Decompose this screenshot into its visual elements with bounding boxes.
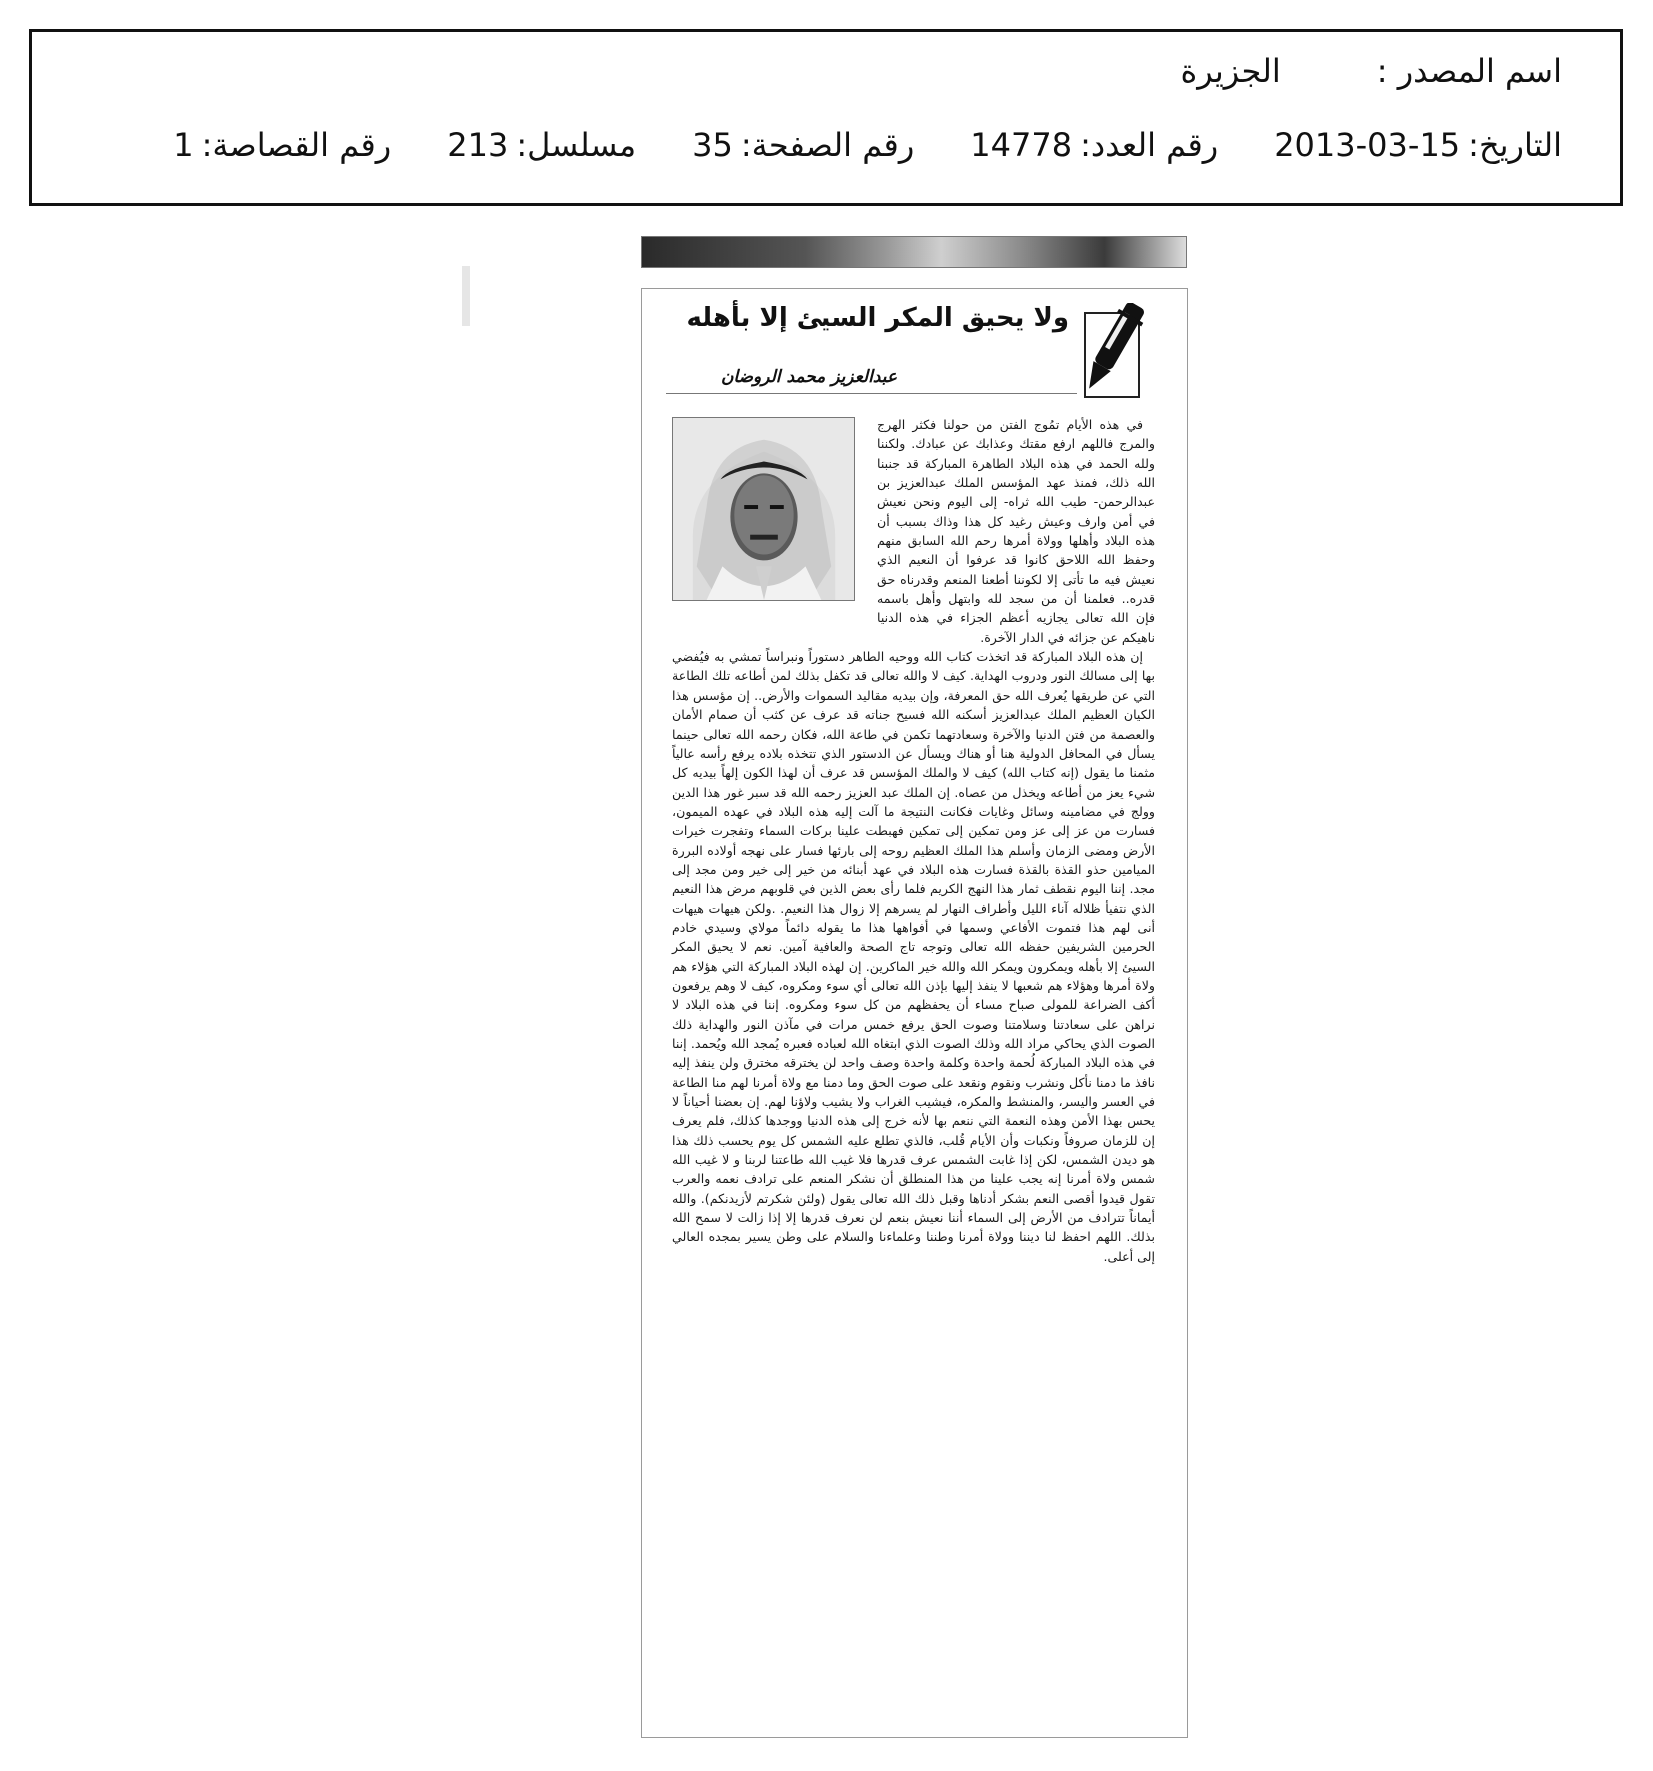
- source-metadata-box: [29, 29, 1623, 206]
- date-value: 2013-03-15: [1274, 126, 1461, 164]
- clip-value: 1: [173, 126, 194, 164]
- article-headline: ولا يحيق المكر السيئ إلا بأهله: [686, 303, 1069, 333]
- details-row: [173, 126, 1562, 164]
- serial-field: [447, 126, 636, 164]
- source-row: [1180, 52, 1562, 90]
- source-value: الجزيرة: [1180, 52, 1281, 90]
- serial-value: 213: [447, 126, 509, 164]
- scan-artifact: [462, 266, 470, 326]
- pen-icon: [1077, 303, 1147, 399]
- page-value: 35: [692, 126, 733, 164]
- article-paragraph: إن هذه البلاد المباركة قد اتخذت كتاب الله ووحيه الطاهر دستوراً ونبراساً تمشي به فيُفضي بها إلى مسالك النور ودروب الهداية. كيف لا والله تعالى قد تكفل بذلك لمن أطاعه تلك الطاعة التي عن طريقها يُعرف الله حق المعرفة، وإن بيديه مقاليد السموات والأرض.. إن مؤسس هذا الكيان العظيم الملك عبدالعزيز أسكنه الله فسيح جناته قد عرف عن كثب أن صمام الأمان والعصمة من فتن الدنيا والآخرة وسعادتهما تكمن في طاعة الله، فكان رحمه الله تعالى حينما يسأل في المحافل الدولية هنا أو هناك ويسأل عن الدستور الذي تتخذه بلاده يرفع رأسه عالياً مثمنا ما يقول (إنه كتاب الله) كيف لا والملك المؤسس قد عرف أن لهذا الكون إلهاً بيديه كل شيء يعز من أطاعه ويخذل من عصاه. إن الملك عبد العزيز رحمه الله قد سبر غور هذا الدين وولج في مضامينه وسائل وغايات فكانت النتيجة ما آلت إليه هذه البلاد في عهده الميمون، فسارت من عز إلى عز ومن تمكين إلى تمكين فهبطت علينا بركات السماء وتفجرت خيرات الأرض ومضى الزمان وأسلم هذا الملك العظيم روحه إلى بارئها فسار على نهجه أولاده البررة الميامين حذو القذة بالقذة فسارت هذه البلاد في عهد أبنائه من خير إلى خير ومن مجد إلى مجد. إننا اليوم نقطف ثمار هذا النهج الكريم فلما رأى بعض الذين في قلوبهم مرض هذا النعيم الذي نتفيأ ظلاله آناء الليل وأطراف النهار لم يسرهم إلا زوال هذا النعيم. .ولكن هيهات هيهات أنى لهم هذا فتموت الأفاعي وسمها في أفواهها هذا ما يقوله دائماً مولاي وسيدي خادم الحرمين الشريفين حفظه الله تعالى وتوجه تاج الصحة والعافية آمين. نعم لا يحيق المكر السيئ إلا بأهله ويمكرون ويمكر الله والله خير الماكرين. إن لهذه البلاد المباركة التي هؤلاء هم ولاة أمرها وهؤلاء هم شعبها لا ينفذ إليها بإذن الله تعالى أي سوء ومكروه، كيف لا وهم يرفعون أكف الضراعة للمولى صباح مساء أن يحفظهم من كل سوء ومكروه. إننا في هذه البلاد لا نراهن على سعادتنا وسلامتنا وصوت الحق يرفع خمس مرات في مآذن النور والهداية ذلك الصوت الذي يحاكي مراد الله وذلك الصوت الذي ابتغاه الله لعباده فعبره يُمجد الله ويُحمد. إننا في هذه البلاد المباركة لُحمة واحدة وكلمة واحدة وصف واحد لن يخترقه مخترق ولن ينفذ إليه نافذ ما دمنا نأكل ونشرب ونقوم ونقعد على صوت الحق وما دمنا مع ولاة أمرنا لهم منا الطاعة في العسر واليسر، والمنشط والمكره، فيشيب الغراب ولا يشيب ولاؤنا لهم. إن بعضنا أحياناً لا يحس بهذا الأمن وهذه النعمة التي ننعم بها لأنه خرج إلى هذه الدنيا ووجدها كذلك، فلم يعرف إن للزمان صروفاً ونكبات وأن الأيام قُلب، فالذي تطلع عليه الشمس كل يوم يحسب ذلك هذا هو ديدن الشمس، لكن إذا غابت الشمس عرف قدرها فلا غيب الله طاعتنا لربنا و لا غيب الله شمس ولاة أمرنا إنه يجب علينا من هذا المنطلق أن نشكر المنعم على ترادف نعمه والعرب تقول قيدوا أقصى النعم بشكر أدناها وقبل ذلك الله تعالى يقول (ولئن شكرتم لأزيدنكم). والله أيماناً تترادف من الأرض إلى السماء أننا نعيش بنعم لن نعرف قدرها إلا إذا زالت لا سمح الله بذلك. اللهم احفظ لنا ديننا وولاة أمرنا وطننا وعلماءنا والسلام على وطن يسير بمجده العالي إلى أعلى.: [672, 649, 1155, 1264]
- issue-field: [970, 126, 1218, 164]
- issue-label: رقم العدد:: [1080, 126, 1219, 164]
- page-field: [692, 126, 914, 164]
- source-label: اسم المصدر :: [1376, 52, 1562, 90]
- date-field: [1274, 126, 1562, 164]
- date-label: التاريخ:: [1468, 126, 1562, 164]
- article-author: عبدالعزيز محمد الروضان: [720, 367, 897, 387]
- headline-divider: [666, 393, 1077, 394]
- newspaper-clipping: [641, 288, 1188, 1738]
- page-label: رقم الصفحة:: [740, 126, 915, 164]
- issue-value: 14778: [970, 126, 1073, 164]
- article-body: [672, 415, 1155, 1266]
- clipping-photo-strip: [641, 236, 1187, 268]
- article-paragraph: في هذه الأيام تمُوج الفتن من حولنا فكثر الهرج والمرج فاللهم ارفع مقتك وعذابك عن عبادك. ولكننا ولله الحمد في هذه البلاد الطاهرة المباركة قد جنبنا الله ذلك، فمنذ عهد المؤسس الملك عبدالعزيز بن عبدالرحمن- طيب الله ثراه- إلى اليوم ونحن نعيش في أمن وارف وعيش رغيد كل هذا وذاك بسبب أن هذه البلاد وأهلها وولاة أمرها رحم الله السابق منهم وحفظ الله اللاحق كانوا قد عرفوا أن النعيم الذي نعيش فيه ما تأتى إلا لكوننا أطعنا المنعم وقدرناه حق قدره.. فعلمنا أن من سجد لله وابتهل وأهل باسمه فإن الله تعالى يجازيه أعظم الجزاء في هذه الدنيا ناهيكم عن جزائه في الدار الآخرة.: [877, 417, 1155, 645]
- clip-label: رقم القصاصة:: [201, 126, 392, 164]
- clip-field: [173, 126, 391, 164]
- serial-label: مسلسل:: [516, 126, 637, 164]
